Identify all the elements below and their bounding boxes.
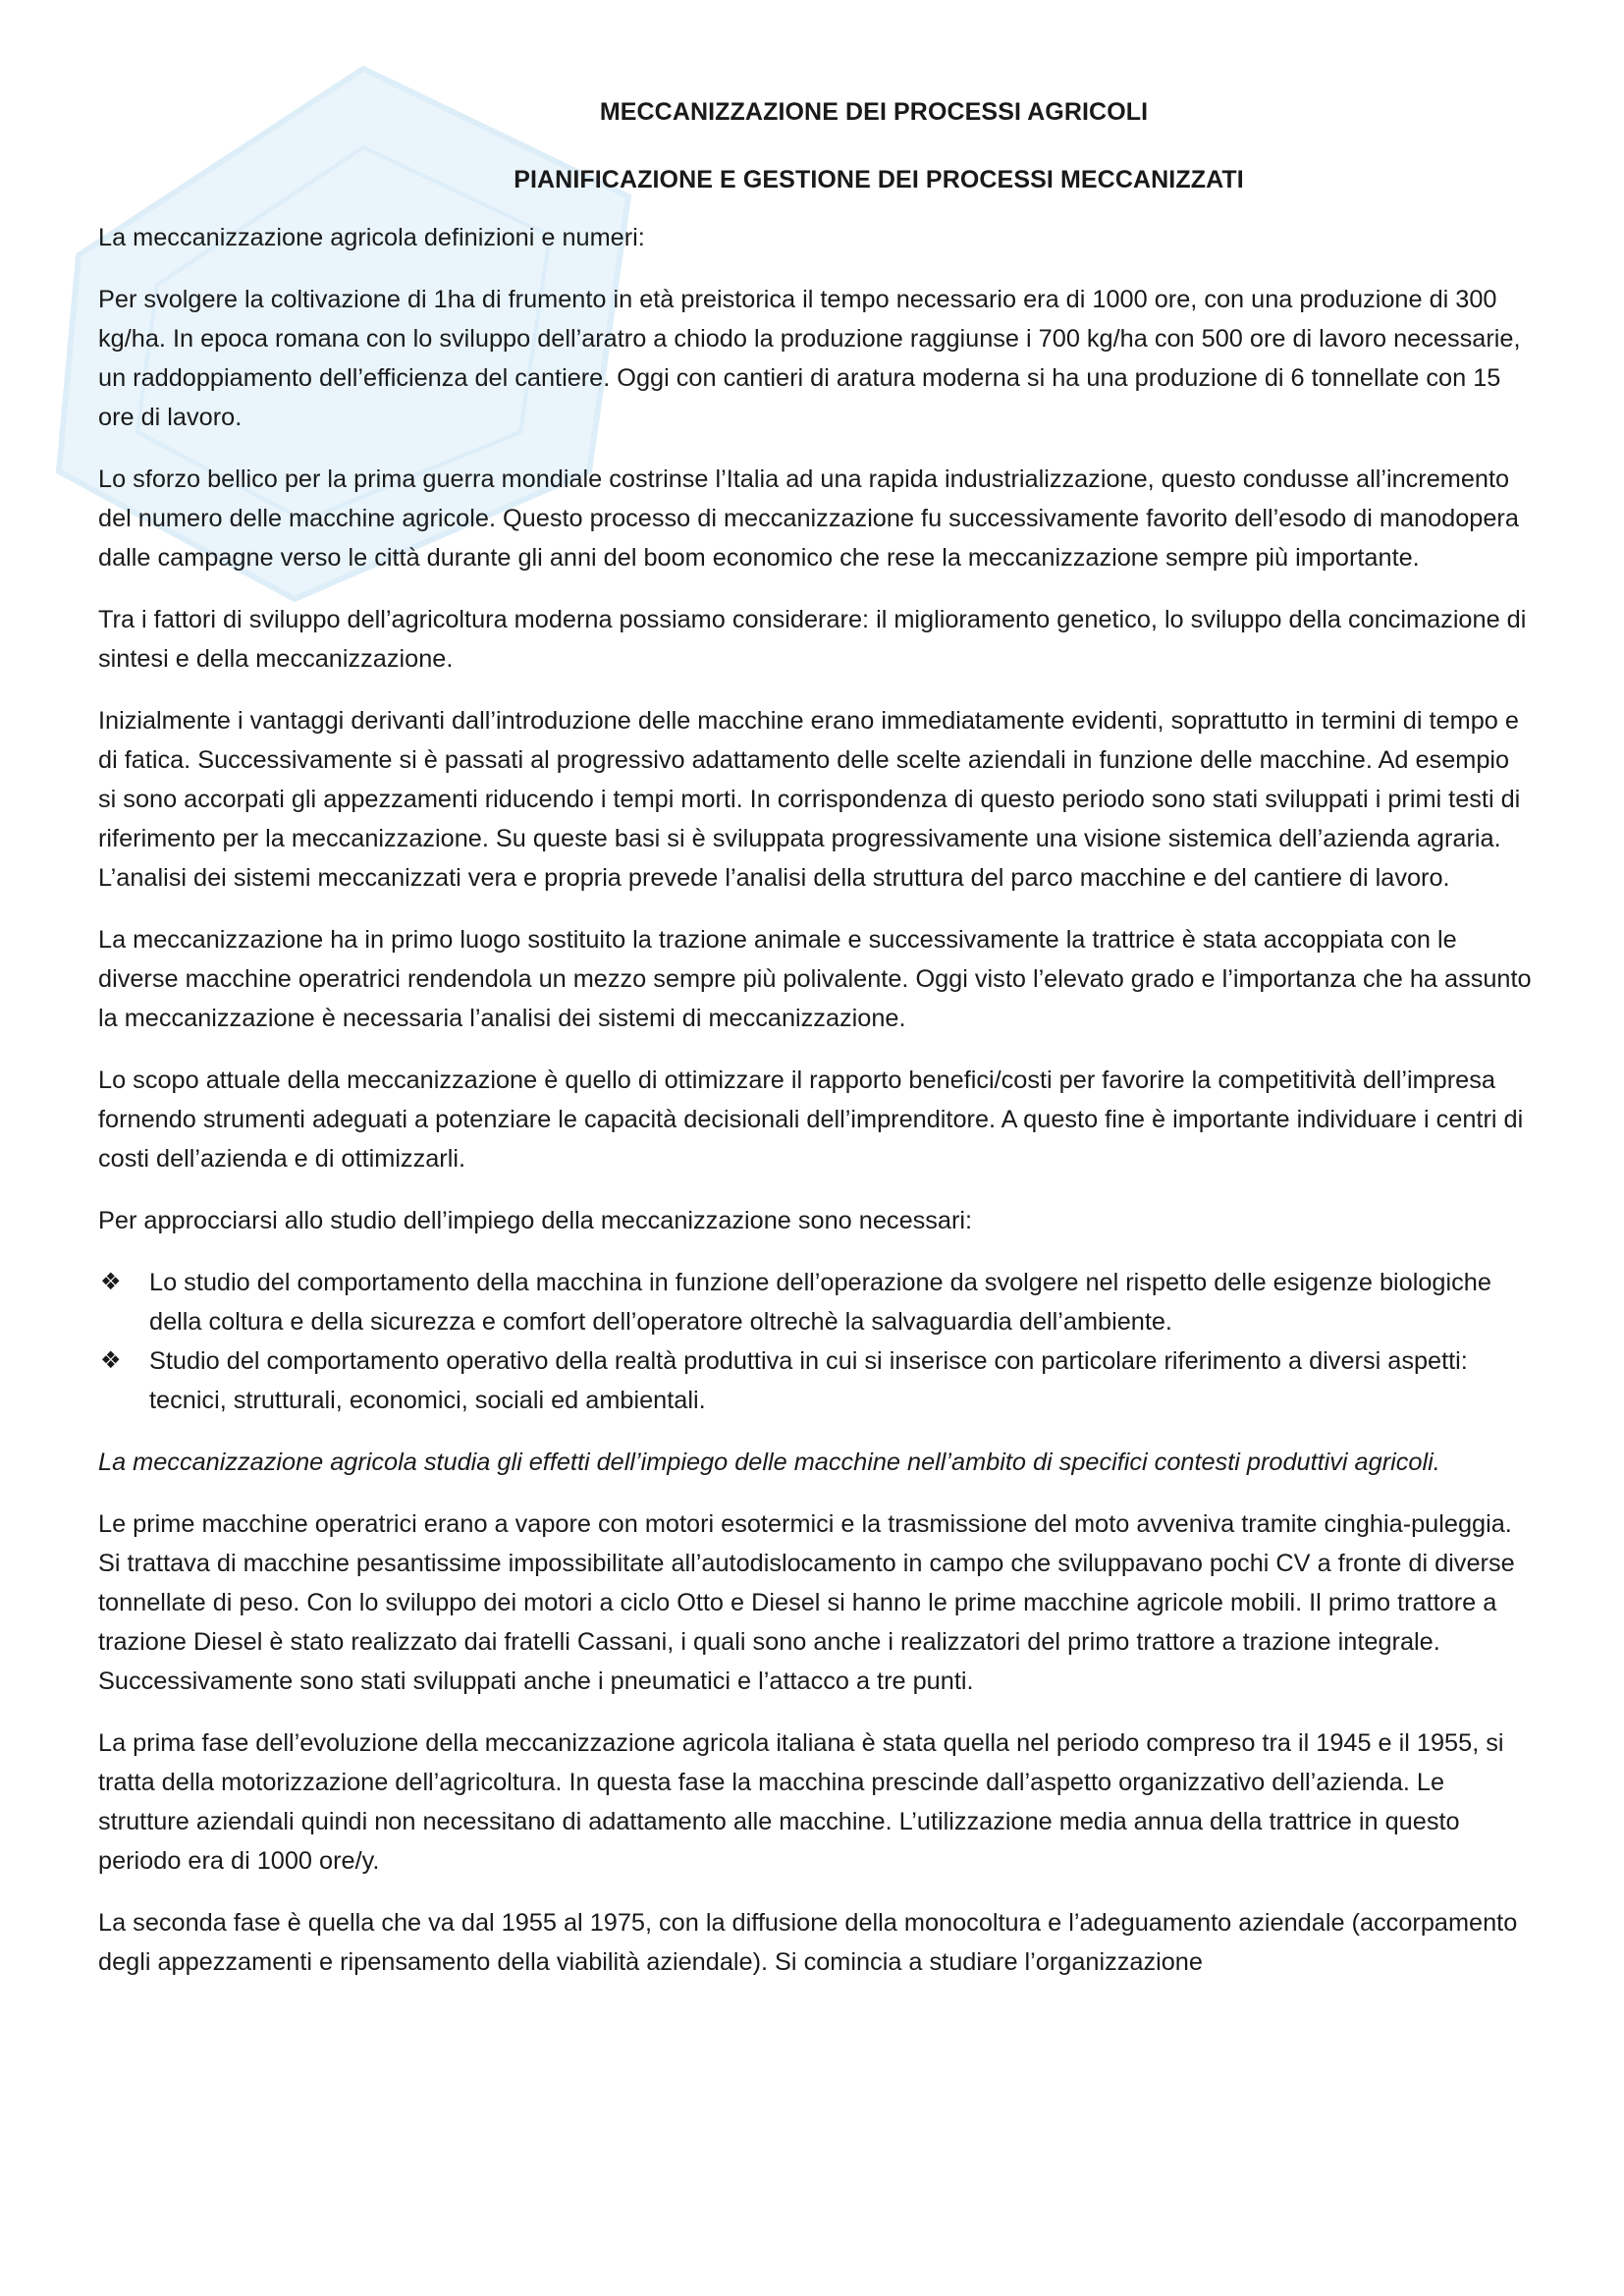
paragraph: La meccanizzazione ha in primo luogo sostituito la trazione animale e successivamente la trattrice è stata accoppiata con le diverse macchine operatrici rendendola un mezzo sempre più polivalente. Oggi visto l’elevato grado e l’importanza che ha assunto la meccanizzazione è necessaria l’analisi dei sistemi di meccanizzazione.: [98, 926, 1532, 1032]
page-title: MECCANIZZAZIONE DEI PROCESSI AGRICOLI: [599, 98, 1149, 126]
italic-definition: La meccanizzazione agricola studia gli effetti dell’impiego delle macchine nell’ambito di specifici contesti produttivi agricoli.: [98, 1449, 1440, 1476]
diamond-bullet-icon: ❖: [100, 1269, 122, 1295]
paragraph: Le prime macchine operatrici erano a vapore con motori esotermici e la trasmissione del moto avveniva tramite cinghia-puleggia. Si trattava di macchine pesantissime impossibilitate all’autodislocamento in campo che sviluppavano pochi CV a fronte di diverse tonnellate di peso. Con lo sviluppo dei motori a ciclo Otto e Diesel si hanno le prime macchine agricole mobili. Il primo trattore a trazione Diesel è stato realizzato dai fratelli Cassani, i quali sono anche i realizzatori del primo trattore a trazione integrale. Successivamente sono stati sviluppati anche i pneumatici e l’attacco a tre punti.: [98, 1510, 1515, 1695]
paragraph: Lo sforzo bellico per la prima guerra mondiale costrinse l’Italia ad una rapida industrializzazione, questo condusse all’incremento del numero delle macchine agricole. Questo processo di meccanizzazione fu successivamente favorito dell’esodo di manodopera dalle campagne verso le città durante gli anni del boom economico che rese la meccanizzazione sempre più importante.: [98, 465, 1519, 572]
list-item-text: Studio del comportamento operativo della realtà produttiva in cui si inserisce con particolare riferimento a diversi aspetti: tecnici, strutturali, economici, sociali ed ambientali.: [149, 1347, 1468, 1414]
paragraph: La seconda fase è quella che va dal 1955 al 1975, con la diffusione della monocoltura e l’adeguamento aziendale (accorpamento degli appezzamenti e ripensamento della viabilità aziendale). Si comincia a studiare l’organizzazione: [98, 1909, 1518, 1976]
paragraph: Inizialmente i vantaggi derivanti dall’introduzione delle macchine erano immediatamente evidenti, soprattutto in termini di tempo e di fatica. Successivamente si è passati al progressivo adattamento delle scelte aziendali in funzione delle macchine. Ad esempio si sono accorpati gli appezzamenti riducendo i tempi morti. In corrispondenza di questo periodo sono stati sviluppati i primi testi di riferimento per la meccanizzazione. Su queste basi si è sviluppata progressivamente una visione sistemica dell’azienda agraria. L’analisi dei sistemi meccanizzati vera e propria prevede l’analisi della struttura del parco macchine e del cantiere di lavoro.: [98, 707, 1521, 892]
list-item-text: Lo studio del comportamento della macchina in funzione dell’operazione da svolgere nel rispetto delle esigenze biologiche della coltura e della sicurezza e comfort dell’operatore oltrechè la salvaguardia dell’ambiente.: [149, 1269, 1491, 1336]
intro-line: La meccanizzazione agricola definizioni e numeri:: [98, 224, 645, 251]
bullet-list: [98, 1263, 1532, 1420]
paragraph: La prima fase dell’evoluzione della meccanizzazione agricola italiana è stata quella nel periodo compreso tra il 1945 e il 1955, si tratta della motorizzazione dell’agricoltura. In questa fase la macchina prescinde dall’aspetto organizzativo dell’azienda. Le strutture aziendali quindi non necessitano di adattamento alle macchine. L’utilizzazione media annua della trattrice in questo periodo era di 1000 ore/y.: [98, 1729, 1504, 1875]
document-page: [98, 98, 1532, 1982]
paragraph: Per svolgere la coltivazione di 1ha di frumento in età preistorica il tempo necessario era di 1000 ore, con una produzione di 300 kg/ha. In epoca romana con lo sviluppo dell’aratro a chiodo la produzione raggiunse i 700 kg/ha con 500 ore di lavoro necessarie, un raddoppiamento dell’efficienza del cantiere. Oggi con cantieri di aratura moderna si ha una produzione di 6 tonnellate con 15 ore di lavoro.: [98, 286, 1521, 431]
diamond-bullet-icon: ❖: [100, 1347, 122, 1374]
page-subtitle: PIANIFICAZIONE E GESTIONE DEI PROCESSI MECCANIZZATI: [514, 166, 1244, 193]
paragraph: Lo scopo attuale della meccanizzazione è quello di ottimizzare il rapporto benefici/costi per favorire la competitività dell’impresa fornendo strumenti adeguati a potenziare le capacità decisionali dell’imprenditore. A questo fine è importante individuare i centri di costi dell’azienda e di ottimizzarli.: [98, 1066, 1524, 1173]
list-item: [98, 1263, 1532, 1341]
paragraph: Tra i fattori di sviluppo dell’agricoltura moderna possiamo considerare: il miglioramento genetico, lo sviluppo della concimazione di sintesi e della meccanizzazione.: [98, 606, 1527, 673]
list-item: [98, 1341, 1532, 1420]
paragraph: Per approcciarsi allo studio dell’impiego della meccanizzazione sono necessari:: [98, 1207, 973, 1234]
